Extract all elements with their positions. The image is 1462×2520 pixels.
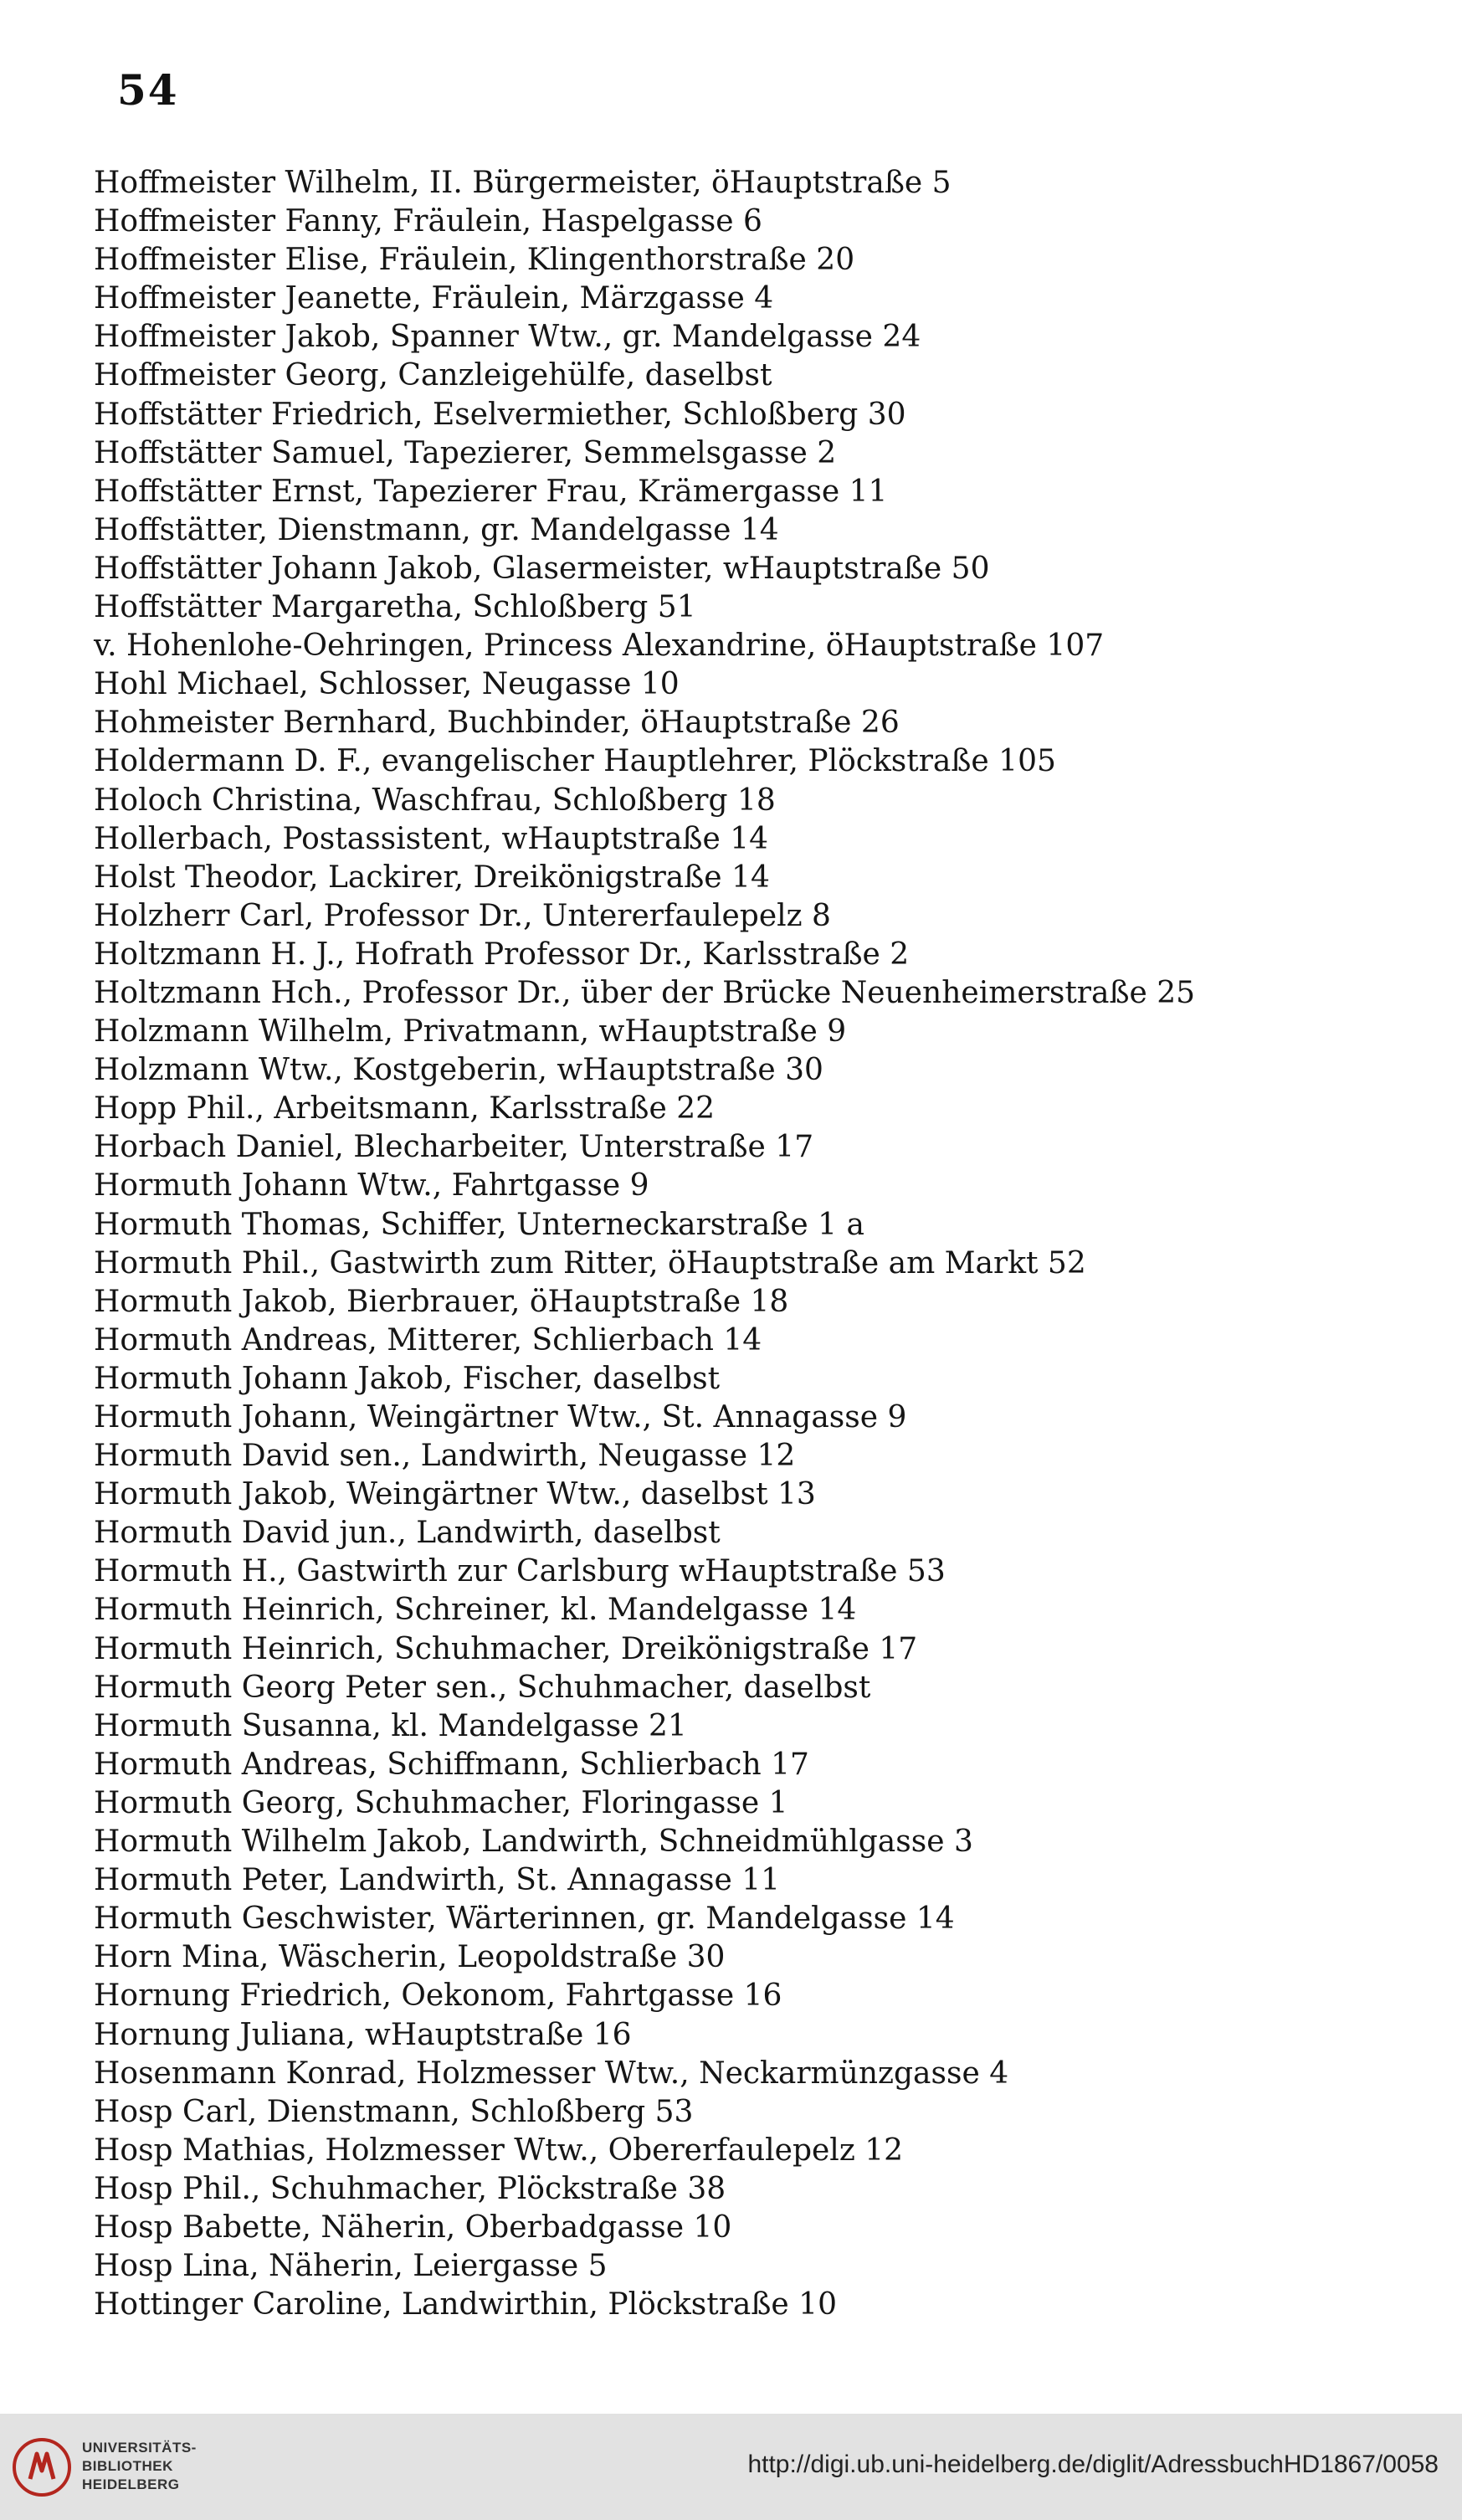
address-entry: Hoffmeister Elise, Fräulein, Klingenthorstraße 20 <box>94 243 855 278</box>
address-entry: Hormuth Georg Peter sen., Schuhmacher, daselbst <box>94 1670 871 1705</box>
address-entry: Hoffmeister Georg, Canzleigehülfe, daselbst <box>94 358 772 393</box>
address-entry: Hormuth H., Gastwirth zur Carlsburg wHauptstraße 53 <box>94 1554 946 1589</box>
address-entry: Hohmeister Bernhard, Buchbinder, öHauptstraße 26 <box>94 706 900 741</box>
address-entry: Hormuth Jakob, Weingärtner Wtw., daselbst 13 <box>94 1477 816 1512</box>
address-entry: Horn Mina, Wäscherin, Leopoldstraße 30 <box>94 1940 726 1975</box>
address-entry: Holst Theodor, Lackirer, Dreikönigstraße 14 <box>94 860 770 895</box>
address-entry: Holzmann Wtw., Kostgeberin, wHauptstraße 30 <box>94 1053 823 1088</box>
address-entry-list <box>94 164 1399 2324</box>
address-entry: Hosp Babette, Näherin, Oberbadgasse 10 <box>94 2209 732 2245</box>
address-entry: Holdermann D. F., evangelischer Hauptlehrer, Plöckstraße 105 <box>94 744 1056 779</box>
page-number: 54 <box>117 65 179 115</box>
library-logo[interactable] <box>12 2432 196 2502</box>
address-entry: Hoffstätter Margaretha, Schloßberg 51 <box>94 590 696 625</box>
address-entry: Hollerbach, Postassistent, wHauptstraße 14 <box>94 821 769 856</box>
address-entry: Holtzmann H. J., Hofrath Professor Dr., Karlsstraße 2 <box>94 937 910 972</box>
logo-line: HEIDELBERG <box>82 2476 180 2492</box>
footer-bar <box>0 2414 1462 2520</box>
address-entry: Horbach Daniel, Blecharbeiter, Unterstraße 17 <box>94 1130 814 1165</box>
address-entry: Holzherr Carl, Professor Dr., Untererfaulepelz 8 <box>94 898 831 933</box>
address-entry: Hormuth Wilhelm Jakob, Landwirth, Schneidmühlgasse 3 <box>94 1825 973 1860</box>
address-entry: Hormuth Susanna, kl. Mandelgasse 21 <box>94 1708 687 1743</box>
address-entry: Hormuth David jun., Landwirth, daselbst <box>94 1516 721 1551</box>
address-entry: Hoffstätter Ernst, Tapezierer Frau, Krämergasse 11 <box>94 474 888 509</box>
address-entry: Hoffmeister Jakob, Spanner Wtw., gr. Mandelgasse 24 <box>94 320 921 355</box>
address-entry: Hornung Friedrich, Oekonom, Fahrtgasse 16 <box>94 1979 782 2014</box>
address-entry: Hormuth Johann, Weingärtner Wtw., St. Annagasse 9 <box>94 1400 907 1435</box>
address-entry: Hohl Michael, Schlosser, Neugasse 10 <box>94 667 680 702</box>
address-entry: Hoffstätter Johann Jakob, Glasermeister, wHauptstraße 50 <box>94 551 990 586</box>
address-entry: Holzmann Wilhelm, Privatmann, wHauptstraße 9 <box>94 1014 847 1050</box>
address-entry: Hornung Juliana, wHauptstraße 16 <box>94 2017 632 2052</box>
address-entry: Hormuth Georg, Schuhmacher, Floringasse 1 <box>94 1785 788 1820</box>
library-logo-text <box>82 2439 197 2494</box>
address-entry: Hormuth Andreas, Mitterer, Schlierbach 14 <box>94 1322 762 1358</box>
address-entry: Hormuth Thomas, Schiffer, Unterneckarstraße 1 a <box>94 1207 864 1242</box>
university-seal-icon <box>12 2437 72 2497</box>
address-entry: Hormuth Heinrich, Schuhmacher, Dreikönigstraße 17 <box>94 1631 918 1666</box>
address-entry: Hormuth Heinrich, Schreiner, kl. Mandelgasse 14 <box>94 1593 857 1628</box>
address-entry: Hormuth David sen., Landwirth, Neugasse 12 <box>94 1439 796 1474</box>
address-entry: Hoffmeister Wilhelm, II. Bürgermeister, öHauptstraße 5 <box>94 166 952 200</box>
address-entry: Hosenmann Konrad, Holzmesser Wtw., Neckarmünzgasse 4 <box>94 2056 1009 2091</box>
address-entry: Hosp Carl, Dienstmann, Schloßberg 53 <box>94 2094 694 2129</box>
address-entry: Holtzmann Hch., Professor Dr., über der Brücke Neuenheimerstraße 25 <box>94 975 1196 1010</box>
address-entry: v. Hohenlohe-Oehringen, Princess Alexandrine, öHauptstraße 107 <box>94 629 1105 664</box>
address-entry: Hormuth Geschwister, Wärterinnen, gr. Mandelgasse 14 <box>94 1902 955 1937</box>
source-url-link[interactable]: http://digi.ub.uni-heidelberg.de/diglit/AdressbuchHD1867/0058 <box>747 2451 1439 2478</box>
address-entry: Hoffmeister Fanny, Fräulein, Haspelgasse 6 <box>94 204 762 239</box>
address-entry: Hormuth Johann Jakob, Fischer, daselbst <box>94 1361 721 1396</box>
logo-line: UNIVERSITÄTS- <box>82 2440 197 2456</box>
address-entry: Hoffstätter Samuel, Tapezierer, Semmelsgasse 2 <box>94 435 837 470</box>
address-entry: Hosp Lina, Näherin, Leiergasse 5 <box>94 2249 608 2284</box>
address-entry: Hormuth Phil., Gastwirth zum Ritter, öHauptstraße am Markt 52 <box>94 1245 1086 1281</box>
address-entry: Holoch Christina, Waschfrau, Schloßberg 18 <box>94 783 776 818</box>
address-entry: Hormuth Jakob, Bierbrauer, öHauptstraße 18 <box>94 1284 789 1319</box>
address-entry: Hormuth Peter, Landwirth, St. Annagasse 11 <box>94 1863 781 1898</box>
address-entry: Hoffstätter Friedrich, Eselvermiether, Schloßberg 30 <box>94 397 906 432</box>
address-entry: Hormuth Andreas, Schiffmann, Schlierbach 17 <box>94 1747 809 1782</box>
address-entry: Hottinger Caroline, Landwirthin, Plöckstraße 10 <box>94 2287 837 2322</box>
address-entry: Hosp Phil., Schuhmacher, Plöckstraße 38 <box>94 2171 726 2206</box>
address-entry: Hopp Phil., Arbeitsmann, Karlsstraße 22 <box>94 1091 716 1127</box>
logo-line: BIBLIOTHEK <box>82 2458 173 2474</box>
address-entry: Hosp Mathias, Holzmesser Wtw., Obererfaulepelz 12 <box>94 2133 904 2168</box>
address-entry: Hoffmeister Jeanette, Fräulein, Märzgasse 4 <box>94 281 774 316</box>
address-entry: Hormuth Johann Wtw., Fahrtgasse 9 <box>94 1168 649 1204</box>
address-entry: Hoffstätter, Dienstmann, gr. Mandelgasse 14 <box>94 512 779 547</box>
